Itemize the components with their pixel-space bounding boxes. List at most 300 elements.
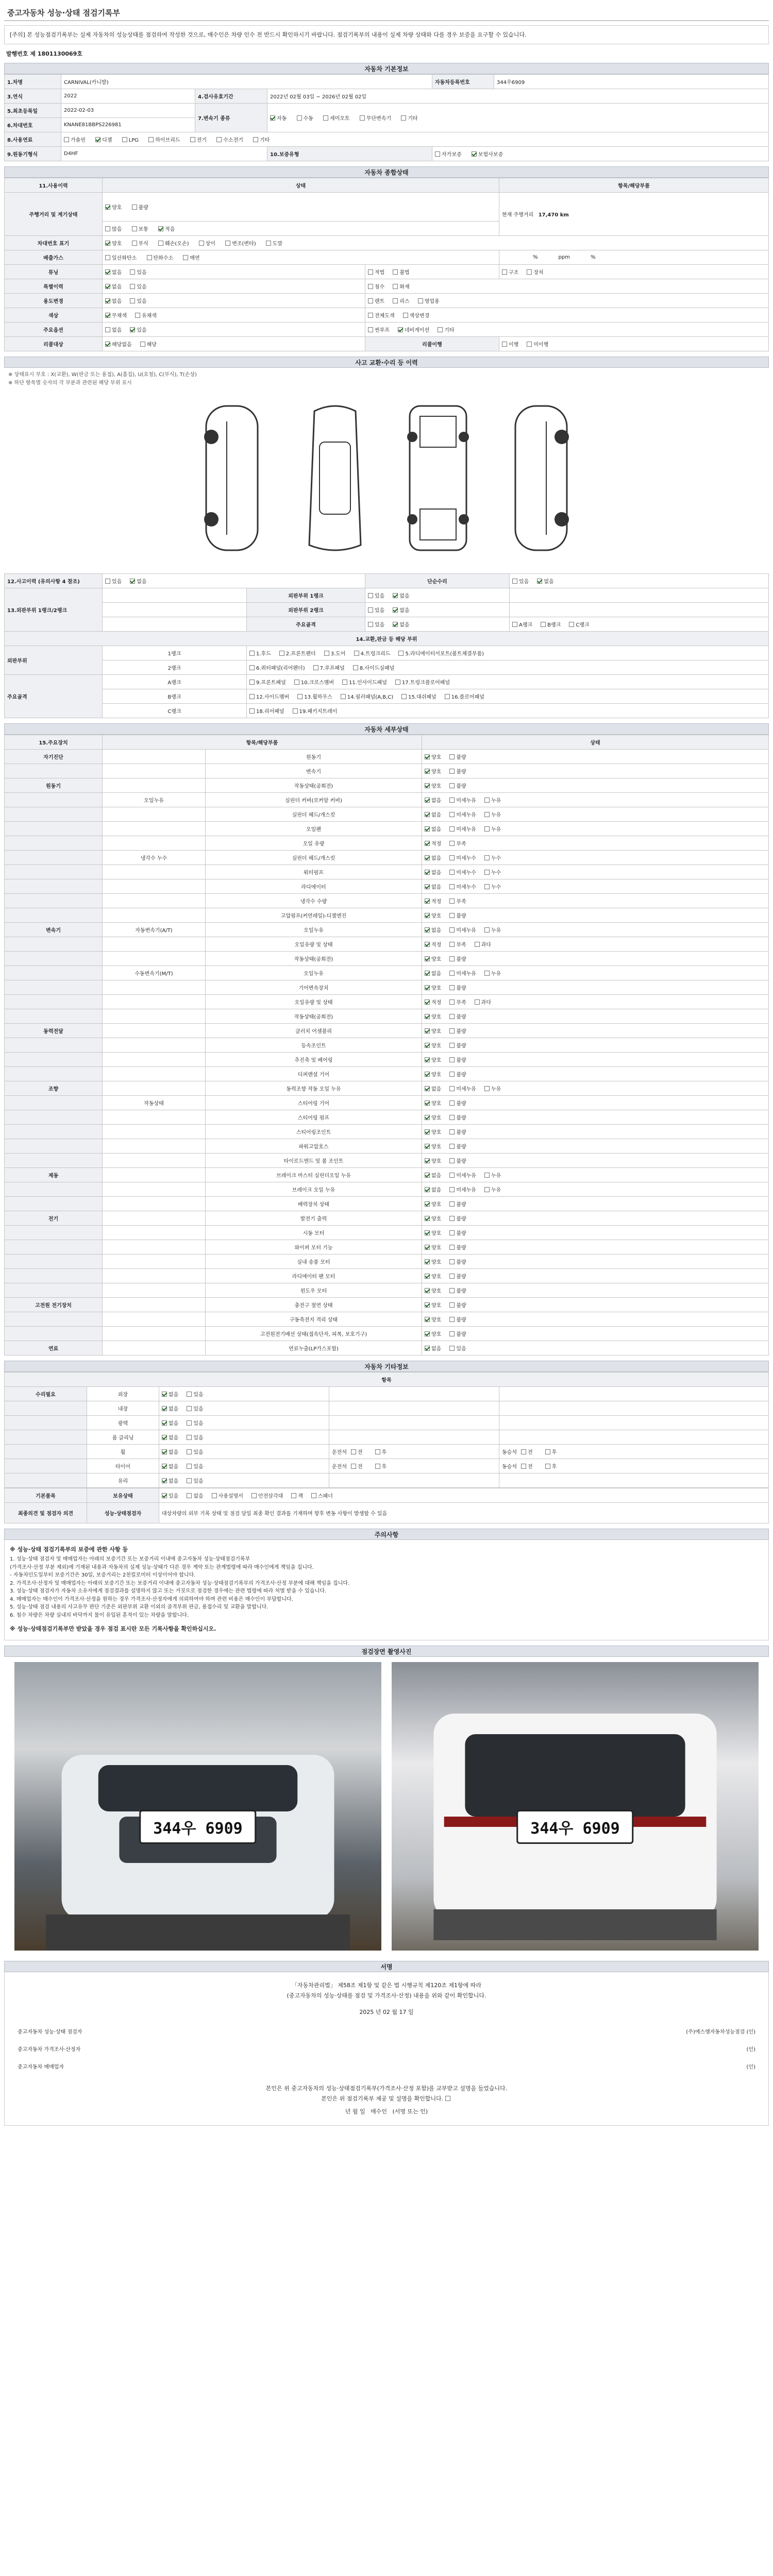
- detail-item: 윈도우 모터: [206, 1283, 422, 1298]
- detail-state: 없음 미세누유 누유: [422, 1182, 769, 1197]
- detail-sub: [103, 764, 206, 778]
- checkbox: [449, 1057, 455, 1062]
- detail-group: [5, 966, 103, 980]
- checkbox: [484, 870, 490, 875]
- other-cell: [499, 1416, 769, 1430]
- checkbox: [449, 1187, 455, 1192]
- detail-group: [5, 1226, 103, 1240]
- detail-sub: [103, 1269, 206, 1283]
- detail-sub: [103, 1211, 206, 1226]
- detail-sub: 수동변속기(M/T): [103, 966, 206, 980]
- other-cell: 없음 있음: [159, 1416, 329, 1430]
- accident-table: 12.사고이력 (유의사항 4 참조) 있음 없음 단순수리 있음 없음 13.외판부위 1랭크/2랭크 외판부위 1랭크 있음 없음 외판부위 2랭크 있음 없음 주요골격 있음 없음 A랭크 B랭크 C랭크 14.교환,판금 등 해당 부위 외판부위 1랭크 1.후드 2.프론트펜더 3.도어 4.트렁크리드 5.라디에이터서포트(볼트체결부품) 2랭크 6.쿼터패널(리어펜더) 7.루프패널 8.사이드실패널 주요골격 A랭크 9.프론트패널 10.크로스멤버 11.인사이드패널 17.트렁크플로어패널 B랭크 12.사이드멤버 13.휠하우스 14.필러패널(A,B,C) 15.대쉬패널 16.플로어패널 C랭크 18.리어패널 19.패키지트레이: [4, 573, 769, 718]
- detail-group: [5, 1053, 103, 1067]
- checkbox: [425, 1043, 430, 1048]
- detail-group: [5, 980, 103, 995]
- detail-item: 오일유량 및 상태: [206, 995, 422, 1009]
- detail-row: [5, 1211, 769, 1226]
- checkbox: [449, 927, 455, 933]
- notes-box: ※ 성능·상태 점검기록부의 보증에 관한 사항 등 1. 성능·상태 점검자 및 매매업자는 아래의 보증기간 또는 보증거리 이내에 중고자동차 성능·상태점검기록부 (가격조사·산정 부분 제외)에 기재된 내용과 자동차의 실제 성능·상태가 다른 경우 계약 또는 관계법령에 따라 매수인에게 책임을 집니다. - 자동차인도일부터 보증기간은 30일, 보증거리는 2천킬로미터 이상이어야 합니다. 2. 가격조사·산정자 및 매매업자는 아래의 보증기간 또는 보증거리 이내에 중고자동차 성능·상태점검기록부의 가격조사·산정 부분에 대해 책임을 집니다. 3. 성능·상태 점검자가 자동차 소유자에게 점검결과를 설명하지 않고 또는 거짓으로 점검한 경우에는 관련 법령에 따라 처벌 받을 수 있습니다. 4. 매매업자는 매수인이 가격조사·산정을 원하는 경우 가격조사·산정자에게 의뢰하여야 하며 관련 비용은 매수인이 부담합니다. 5. 성능·상태 점검 내용의 사고유무 판단 기준은 외판부위 교환 이외의 골격부위 판금, 용접수리 및 교환을 말합니다. 6. 침수 차량은 차량 실내의 바닥까지 물이 유입된 흔적이 있는 차량을 말합니다. ※ 성능·상태점검기록부만 받았을 경우 점검 표시란 모든 기록사항을 확인하십시오.: [4, 1540, 769, 1640]
- checkbox: [425, 1115, 430, 1120]
- detail-row: [5, 1269, 769, 1283]
- checkbox: [449, 942, 455, 947]
- checkbox: [425, 884, 430, 889]
- section-detail: 자동차 세부상태: [4, 723, 769, 735]
- detail-sub: [103, 1182, 206, 1197]
- detail-state: 양호 불량: [422, 1053, 769, 1067]
- detail-row: [5, 1053, 769, 1067]
- special-label: 특별이력: [5, 279, 103, 294]
- detail-sub: [103, 807, 206, 822]
- detail-group: [5, 894, 103, 908]
- car-left-side-diagram: [196, 401, 268, 555]
- detail-row: [5, 1038, 769, 1053]
- detail-sub: [103, 1197, 206, 1211]
- front-photo: [14, 1662, 381, 1951]
- mileage: 현재 주행거리 17,470 km: [499, 193, 769, 236]
- checkbox: [425, 1230, 430, 1235]
- other-cell: [329, 1473, 499, 1488]
- detail-group: 조향: [5, 1081, 103, 1096]
- detail-item: 스티어링조인트: [206, 1125, 422, 1139]
- other-cell: [499, 1387, 769, 1401]
- detail-row: [5, 1168, 769, 1182]
- front-plate: 344우 6909: [139, 1810, 256, 1844]
- other-row: [5, 1387, 769, 1401]
- checkbox: [449, 1129, 455, 1134]
- detail-sub: [103, 1067, 206, 1081]
- detail-row: [5, 879, 769, 894]
- h-item: 11.사용이력: [5, 178, 103, 193]
- checkbox: [425, 769, 430, 774]
- detail-group: [5, 1110, 103, 1125]
- trans-opt: 무단변속기: [360, 114, 391, 122]
- detail-item: 시동 모터: [206, 1226, 422, 1240]
- h-state: 상태: [103, 178, 499, 193]
- notice-box: [주의] 본 성능점검기록부는 실제 자동차의 성능상태를 점검하여 작성한 것으로, 매수인은 차량 인수 전 반드시 확인하시기 바랍니다. 점검기록부의 내용이 실제 차량 상태와 다를 경우 보증을 요구할 수 있습니다.: [4, 25, 769, 44]
- detail-sub: [103, 822, 206, 836]
- checkbox: [475, 999, 480, 1005]
- section-notes: 주의사항: [4, 1529, 769, 1540]
- document-number: 발행번호 제 1801130069호: [6, 50, 82, 58]
- detail-group: [5, 937, 103, 952]
- detail-item: 냉각수 수량: [206, 894, 422, 908]
- other-row: [5, 1445, 769, 1459]
- detail-sub: [103, 1255, 206, 1269]
- detail-sub: 냉각수 누수: [103, 851, 206, 865]
- checkbox: [449, 913, 455, 918]
- detail-group: [5, 807, 103, 822]
- basic-table: [4, 74, 769, 161]
- detail-state: 양호 불량: [422, 1125, 769, 1139]
- detail-state: 양호 불량: [422, 1255, 769, 1269]
- checkbox: [449, 754, 455, 759]
- detail-row: [5, 1327, 769, 1341]
- checkbox: [449, 1028, 455, 1033]
- other-cell: 내장: [87, 1401, 159, 1416]
- detail-group: [5, 1096, 103, 1110]
- detail-sub: [103, 865, 206, 879]
- detail-row: [5, 865, 769, 879]
- other-cell: 유리: [87, 1473, 159, 1488]
- detail-group: [5, 1038, 103, 1053]
- detail-state: 양호 불량: [422, 1327, 769, 1341]
- detail-sub: [103, 1154, 206, 1168]
- detail-sub: [103, 1125, 206, 1139]
- checkbox: [449, 769, 455, 774]
- checkbox: [425, 985, 430, 990]
- label-validity: 4.검사유효기간: [195, 89, 267, 104]
- other-cell: 없음 있음: [159, 1473, 329, 1488]
- section-other: 자동차 기타정보: [4, 1361, 769, 1372]
- detail-row: [5, 908, 769, 923]
- detail-row: [5, 1283, 769, 1298]
- detail-sub: [103, 750, 206, 764]
- detail-state: 없음 미세누유 누유: [422, 807, 769, 822]
- label-reg-no: 자동차등록번호: [432, 75, 494, 89]
- detail-state: 양호 불량: [422, 1139, 769, 1154]
- checkbox: [449, 1115, 455, 1120]
- transmission-options: [267, 104, 769, 132]
- detail-sub: [103, 1240, 206, 1255]
- other-cell: [5, 1416, 87, 1430]
- detail-group: [5, 1240, 103, 1255]
- detail-item: 오일누유: [206, 966, 422, 980]
- detail-group: [5, 1312, 103, 1327]
- checkbox: [425, 1144, 430, 1149]
- label-vin: 6.차대번호: [5, 118, 61, 132]
- sign-box: 「자동차관리법」 제58조 제1항 및 같은 법 시행규칙 제120조 제1항에 따라 (중고자동차의 성능·상태를 점검 및 가격조사·산정) 내용을 위와 같이 확인합니다. 2025 년 02 월 17 일 중고자동차 성능·상태 점검자 (주)에스엠자동차성능점검 (인) 중고자동차 가격조사·산정자 (인) 중고자동차 매매업자 (인) 본인은 위 중고자동차의 성능·상태점검기록부(가격조사·산정 포함)를 교부받고 설명을 들었습니다. 본인은 위 점검기록부 제공 및 설명을 확인합니다. 년 월 일 매수인 (서명 또는 인): [4, 1972, 769, 2126]
- other-extra-table: 기본품목 보유상태 있음 없음 사용설명서 안전삼각대 잭 스패너 최종의견 및 점검자 의견 성능·상태점검자 대상차량의 외부 기록 상태 및 점검 당일 최종 확인 결과를 기재하며 향후 변동 사항이 발생할 수 있음: [4, 1488, 769, 1523]
- emission-state: 일산화탄소 탄화수소 매연: [103, 250, 499, 265]
- tuning-label: 튜닝: [5, 265, 103, 279]
- detail-row: [5, 952, 769, 966]
- detail-item: 와이퍼 모터 기능: [206, 1240, 422, 1255]
- detail-state: 양호 불량: [422, 1283, 769, 1298]
- label-year: 3.연식: [5, 89, 61, 104]
- detail-state: 양호 불량: [422, 778, 769, 793]
- detail-group: [5, 1139, 103, 1154]
- detail-item: 오일팬: [206, 822, 422, 836]
- detail-state: 없음 미세누유 누유: [422, 923, 769, 937]
- detail-item: 원동기: [206, 750, 422, 764]
- detail-state: 양호 불량: [422, 1067, 769, 1081]
- checkbox: [425, 942, 430, 947]
- detail-item: 오일누유: [206, 923, 422, 937]
- detail-group: 고전원 전기장치: [5, 1298, 103, 1312]
- checkbox: [425, 971, 430, 976]
- checkbox: [425, 826, 430, 832]
- label-car-name: 1.차명: [5, 75, 61, 89]
- checkbox: [449, 999, 455, 1005]
- buyer-confirm-checkbox[interactable]: [445, 2096, 450, 2101]
- engine: D4HF: [61, 147, 267, 161]
- other-cell: 외장: [87, 1387, 159, 1401]
- other-cell: 없음 있음: [159, 1387, 329, 1401]
- checkbox: [449, 1274, 455, 1279]
- checkbox: [484, 884, 490, 889]
- checkbox: [449, 1158, 455, 1163]
- detail-group: [5, 1255, 103, 1269]
- detail-row: [5, 822, 769, 836]
- detail-group: [5, 995, 103, 1009]
- checkbox: [449, 1072, 455, 1077]
- detail-item: 작동상태(공회전): [206, 952, 422, 966]
- checkbox: [449, 855, 455, 860]
- detail-row: [5, 894, 769, 908]
- detail-state: 없음 미세누유 누유: [422, 793, 769, 807]
- other-cell: 수리필요: [5, 1387, 87, 1401]
- h-note: 항목/해당부품: [499, 178, 769, 193]
- detail-state: 적정 부족: [422, 836, 769, 851]
- other-cell: [329, 1387, 499, 1401]
- detail-sub: [103, 1024, 206, 1038]
- other-cell: [329, 1416, 499, 1430]
- checkbox: [425, 999, 430, 1005]
- detail-row: [5, 750, 769, 764]
- recall-label: 리콜대상: [5, 337, 103, 351]
- detail-item: 스티어링 기어: [206, 1096, 422, 1110]
- checkbox: [425, 841, 430, 846]
- checkbox: [425, 1057, 430, 1062]
- detail-state: 적정 부족 과다: [422, 995, 769, 1009]
- checkbox: [449, 1173, 455, 1178]
- detail-group: [5, 1125, 103, 1139]
- detail-sub: [103, 1327, 206, 1341]
- detail-item: 연료누출(LP가스포함): [206, 1341, 422, 1355]
- detail-row: [5, 1110, 769, 1125]
- first-reg: 2022-02-03: [61, 104, 195, 118]
- checkbox: [449, 798, 455, 803]
- checkbox: [484, 1173, 490, 1178]
- detail-sub: [103, 1110, 206, 1125]
- detail-row: [5, 836, 769, 851]
- detail-item: 실내 송풍 모터: [206, 1255, 422, 1269]
- detail-row: [5, 1096, 769, 1110]
- detail-item: 라디에이터: [206, 879, 422, 894]
- detail-group: [5, 851, 103, 865]
- detail-row: [5, 1197, 769, 1211]
- detail-row: [5, 807, 769, 822]
- checkbox: [449, 783, 455, 788]
- checkbox: [449, 812, 455, 817]
- detail-row: [5, 1341, 769, 1355]
- detail-row: [5, 1067, 769, 1081]
- checkbox: [425, 1302, 430, 1308]
- detail-row: [5, 1298, 769, 1312]
- other-cell: [5, 1459, 87, 1473]
- detail-state: 양호 불량: [422, 1240, 769, 1255]
- detail-sub: [103, 980, 206, 995]
- vin: KNANE81BBPS226981: [61, 118, 195, 132]
- rear-photo: [392, 1662, 759, 1951]
- checkbox: [425, 855, 430, 860]
- checkbox: [425, 956, 430, 961]
- detail-sub: 자동변속기(A/T): [103, 923, 206, 937]
- checkbox: [425, 783, 430, 788]
- detail-sub: [103, 836, 206, 851]
- other-cell: 운전석 전 후: [329, 1459, 499, 1473]
- checkbox: [484, 971, 490, 976]
- photos-row: [4, 1657, 769, 1956]
- checkbox: [425, 1014, 430, 1019]
- checkbox: [449, 1245, 455, 1250]
- detail-group: [5, 865, 103, 879]
- detail-row: [5, 1154, 769, 1168]
- detail-item: 기어변속장치: [206, 980, 422, 995]
- detail-state: 적정 부족: [422, 894, 769, 908]
- checkbox: [484, 812, 490, 817]
- detail-sub: [103, 1081, 206, 1096]
- detail-group: 원동기: [5, 778, 103, 793]
- checkbox: [449, 985, 455, 990]
- checkbox: [425, 798, 430, 803]
- other-cell: [5, 1473, 87, 1488]
- detail-item: 파워고압호스: [206, 1139, 422, 1154]
- detail-group: [5, 1182, 103, 1197]
- car-name: CARNIVAL(카니발): [61, 75, 432, 89]
- detail-group: 자기진단: [5, 750, 103, 764]
- detail-row: [5, 1240, 769, 1255]
- detail-state: 양호 불량: [422, 1226, 769, 1240]
- detail-item: 고압펌프(커먼레일)-디젤엔진: [206, 908, 422, 923]
- detail-sub: [103, 894, 206, 908]
- checkbox: [484, 855, 490, 860]
- checkbox: [425, 1129, 430, 1134]
- car-diagram: [4, 391, 769, 573]
- checkbox: [425, 1274, 430, 1279]
- detail-state: 없음 있음: [422, 1341, 769, 1355]
- detail-state: 양호 불량: [422, 980, 769, 995]
- other-table: 항목 수리필요 외장 없음 있음 내장 없음 있음 광택 없음 있음 룸 클리닝 없음 있음 휠 없음 있음 운전석 전 후 동승석 전 후 타이어 없음 있음 운전석 전 후 동승석 전 후 유리 없음 있음: [4, 1372, 769, 1488]
- detail-group: 연료: [5, 1341, 103, 1355]
- detail-item: 동력조향 작동 오일 누유: [206, 1081, 422, 1096]
- detail-row: [5, 966, 769, 980]
- vin-mark-state: 양호 부식 훼손(오손) 상이 변조(변타) 도말: [103, 236, 769, 250]
- checkbox: [425, 1158, 430, 1163]
- detail-state: 양호 불량: [422, 1312, 769, 1327]
- detail-state: 없음 미세누유 누유: [422, 1081, 769, 1096]
- checkbox: [449, 870, 455, 875]
- emission-label: 배출가스: [5, 250, 103, 265]
- detail-item: 워터펌프: [206, 865, 422, 879]
- detail-item: 추진축 및 베어링: [206, 1053, 422, 1067]
- detail-state: 양호 불량: [422, 750, 769, 764]
- detail-item: 변속기: [206, 764, 422, 778]
- checkbox: [425, 1086, 430, 1091]
- detail-sub: [103, 1341, 206, 1355]
- checkbox: [425, 1187, 430, 1192]
- document-title: 중고자동차 성능·상태 점검기록부: [4, 5, 769, 21]
- checkbox: [449, 841, 455, 846]
- checkbox: [449, 1086, 455, 1091]
- detail-item: 라디에이터 팬 모터: [206, 1269, 422, 1283]
- detail-item: 충전구 절연 상태: [206, 1298, 422, 1312]
- checkbox: [484, 927, 490, 933]
- detail-sub: 오일누유: [103, 793, 206, 807]
- checkbox: [425, 1028, 430, 1033]
- detail-sub: [103, 1009, 206, 1024]
- color-label: 색상: [5, 308, 103, 323]
- detail-state: 양호 불량: [422, 1096, 769, 1110]
- checkbox: [425, 1317, 430, 1322]
- checkbox: [425, 1288, 430, 1293]
- detail-group: [5, 908, 103, 923]
- detail-row: [5, 995, 769, 1009]
- checkbox: [484, 798, 490, 803]
- other-cell: 룸 클리닝: [87, 1430, 159, 1445]
- detail-group: [5, 822, 103, 836]
- detail-sub: [103, 1139, 206, 1154]
- checkbox: [449, 1201, 455, 1207]
- detail-group: [5, 1269, 103, 1283]
- checkbox: [449, 1230, 455, 1235]
- detail-sub: [103, 1283, 206, 1298]
- section-general: 자동차 종합상태: [4, 166, 769, 178]
- other-cell: [499, 1430, 769, 1445]
- checkbox: [449, 1302, 455, 1308]
- detail-sub: 작동상태: [103, 1096, 206, 1110]
- checkbox: [449, 1100, 455, 1106]
- checkbox: [449, 1317, 455, 1322]
- detail-state: 없음 미세누수 누수: [422, 865, 769, 879]
- checkbox: [449, 826, 455, 832]
- other-cell: [5, 1401, 87, 1416]
- other-row: [5, 1430, 769, 1445]
- other-row: [5, 1401, 769, 1416]
- detail-group: 전기: [5, 1211, 103, 1226]
- detail-state: 양호 불량: [422, 1211, 769, 1226]
- detail-row: [5, 1125, 769, 1139]
- detail-group: 제동: [5, 1168, 103, 1182]
- detail-item: 등속조인트: [206, 1038, 422, 1053]
- detail-item: 구동축전지 격리 상태: [206, 1312, 422, 1327]
- detail-item: 실린더 헤드/개스킷: [206, 851, 422, 865]
- checkbox: [425, 754, 430, 759]
- checkbox: [449, 956, 455, 961]
- checkbox: [484, 1086, 490, 1091]
- checkbox: [425, 1173, 430, 1178]
- detail-sub: [103, 952, 206, 966]
- detail-item: 타이로드엔드 및 볼 조인트: [206, 1154, 422, 1168]
- car-top-diagram: [299, 401, 371, 555]
- checkbox: [425, 1201, 430, 1207]
- detail-row: [5, 923, 769, 937]
- detail-group: [5, 836, 103, 851]
- checkbox: [449, 1259, 455, 1264]
- detail-item: 고전원전기배선 상태(접속단자, 피복, 보호기구): [206, 1327, 422, 1341]
- detail-group: 변속기: [5, 923, 103, 937]
- checkbox: [425, 899, 430, 904]
- detail-state: 양호 불량: [422, 764, 769, 778]
- other-cell: 없음 있음: [159, 1430, 329, 1445]
- checkbox: [449, 1043, 455, 1048]
- checkbox: [449, 1216, 455, 1221]
- other-cell: 타이어: [87, 1459, 159, 1473]
- checkbox: [449, 1346, 455, 1351]
- other-cell: [499, 1401, 769, 1416]
- other-cell: 동승석 전 후: [499, 1445, 769, 1459]
- detail-row: [5, 1139, 769, 1154]
- detail-row: [5, 1024, 769, 1038]
- checkbox: [475, 942, 480, 947]
- section-accident: 사고 교환·수리 등 이력: [4, 357, 769, 368]
- detail-item: 오일 유량: [206, 836, 422, 851]
- detail-row: [5, 1009, 769, 1024]
- checkbox: [449, 1144, 455, 1149]
- detail-state: 없음 미세누수 누수: [422, 851, 769, 865]
- detail-row: [5, 1182, 769, 1197]
